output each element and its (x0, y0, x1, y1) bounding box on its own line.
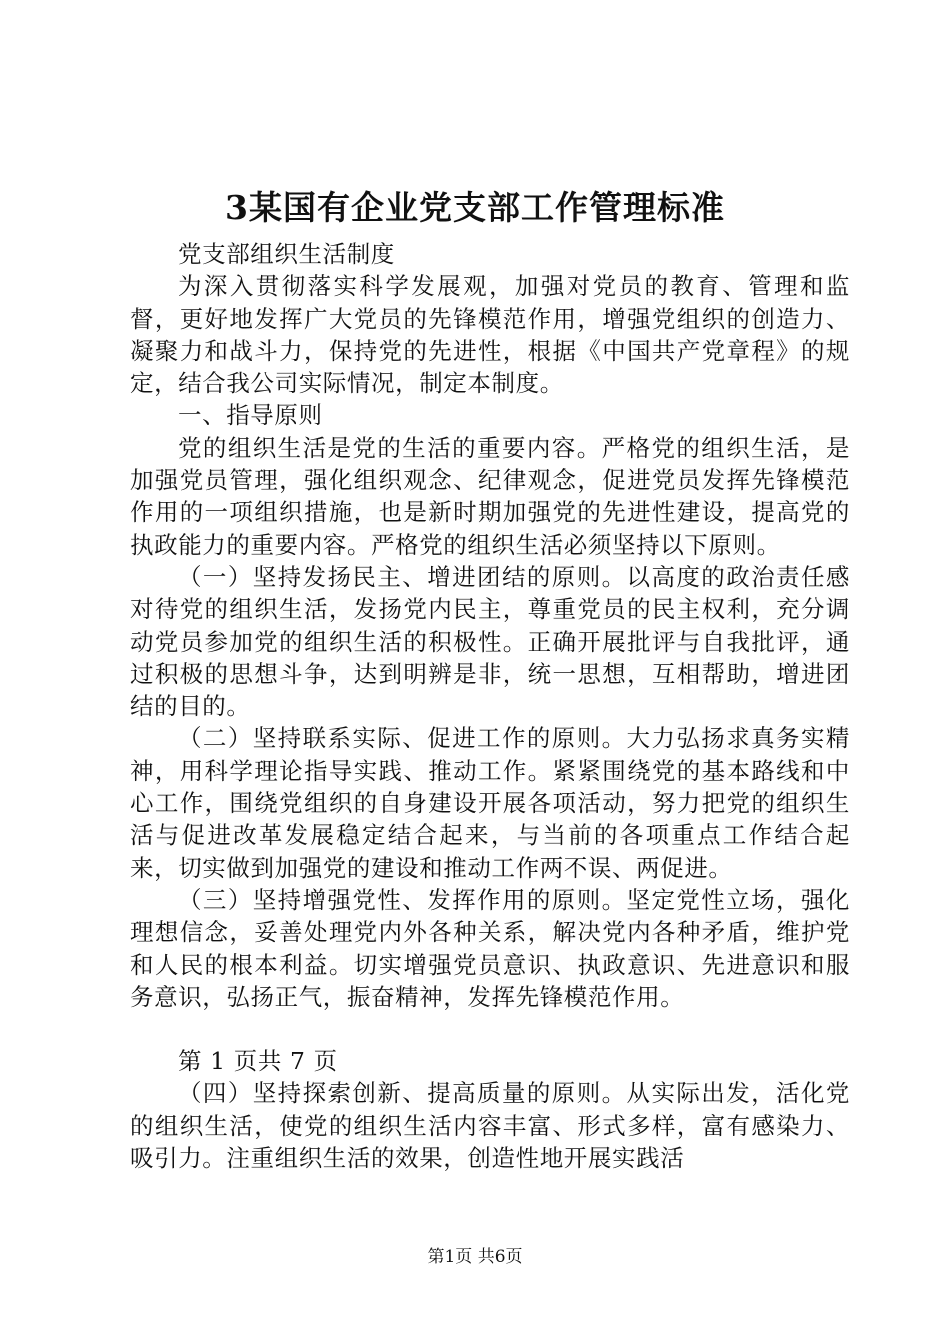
intro-paragraph: 为深入贯彻落实科学发展观，加强对党员的教育、管理和监督，更好地发挥广大党员的先锋模范作用，增强党组织的创造力、凝聚力和战斗力，保持党的先进性，根据《中国共产党章程》的规定，结合我公司实际情况，制定本制度。 (130, 272, 850, 398)
heading-guiding-principles: 一、指导原则 (178, 401, 323, 430)
document-body (130, 238, 850, 1174)
principle-intro-paragraph: 党的组织生活是党的生活的重要内容。严格党的组织生活，是加强党员管理，强化组织观念、纪律观念，促进党员发挥先锋模范作用的一项组织措施，也是新时期加强党的先进性建设，提高党的执政能力的重要内容。严格党的组织生活必须坚持以下原则。 (130, 433, 850, 559)
page-footer: 第1页 共6页 (427, 1247, 523, 1267)
principle-3-paragraph: （三）坚持增强党性、发挥作用的原则。坚定党性立场，强化理想信念，妥善处理党内外各种关系，解决党内各种矛盾，维护党和人民的根本利益。切实增强党员意识、执政意识、先进意识和服务意识，弘扬正气，振奋精神，发挥先锋模范作用。 (130, 885, 850, 1011)
principle-1-paragraph: （一）坚持发扬民主、增进团结的原则。以高度的政治责任感对待党的组织生活，发扬党内民主，尊重党员的民主权利，充分调动党员参加党的组织生活的积极性。正确开展批评与自我批评，通过积极的思想斗争，达到明辨是非，统一思想，互相帮助，增进团结的目的。 (130, 562, 850, 721)
inner-page-mark: 第 1 页共 7 页 (178, 1047, 338, 1076)
principle-2-paragraph: （二）坚持联系实际、促进工作的原则。大力弘扬求真务实精神，用科学理论指导实践、推动工作。紧紧围绕党的基本路线和中心工作，围绕党组织的自身建设开展各项活动，努力把党的组织生活与促进改革发展稳定结合起来，与当前的各项重点工作结合起来，切实做到加强党的建设和推动工作两不误、两促进。 (130, 724, 850, 882)
principle-4-paragraph: （四）坚持探索创新、提高质量的原则。从实际出发，活化党的组织生活，使党的组织生活内容丰富、形式多样，富有感染力、吸引力。注重组织生活的效果，创造性地开展实践活 (130, 1079, 850, 1173)
document-title: 3某国有企业党支部工作管理标准 (225, 188, 725, 227)
section-heading: 党支部组织生活制度 (178, 240, 395, 268)
